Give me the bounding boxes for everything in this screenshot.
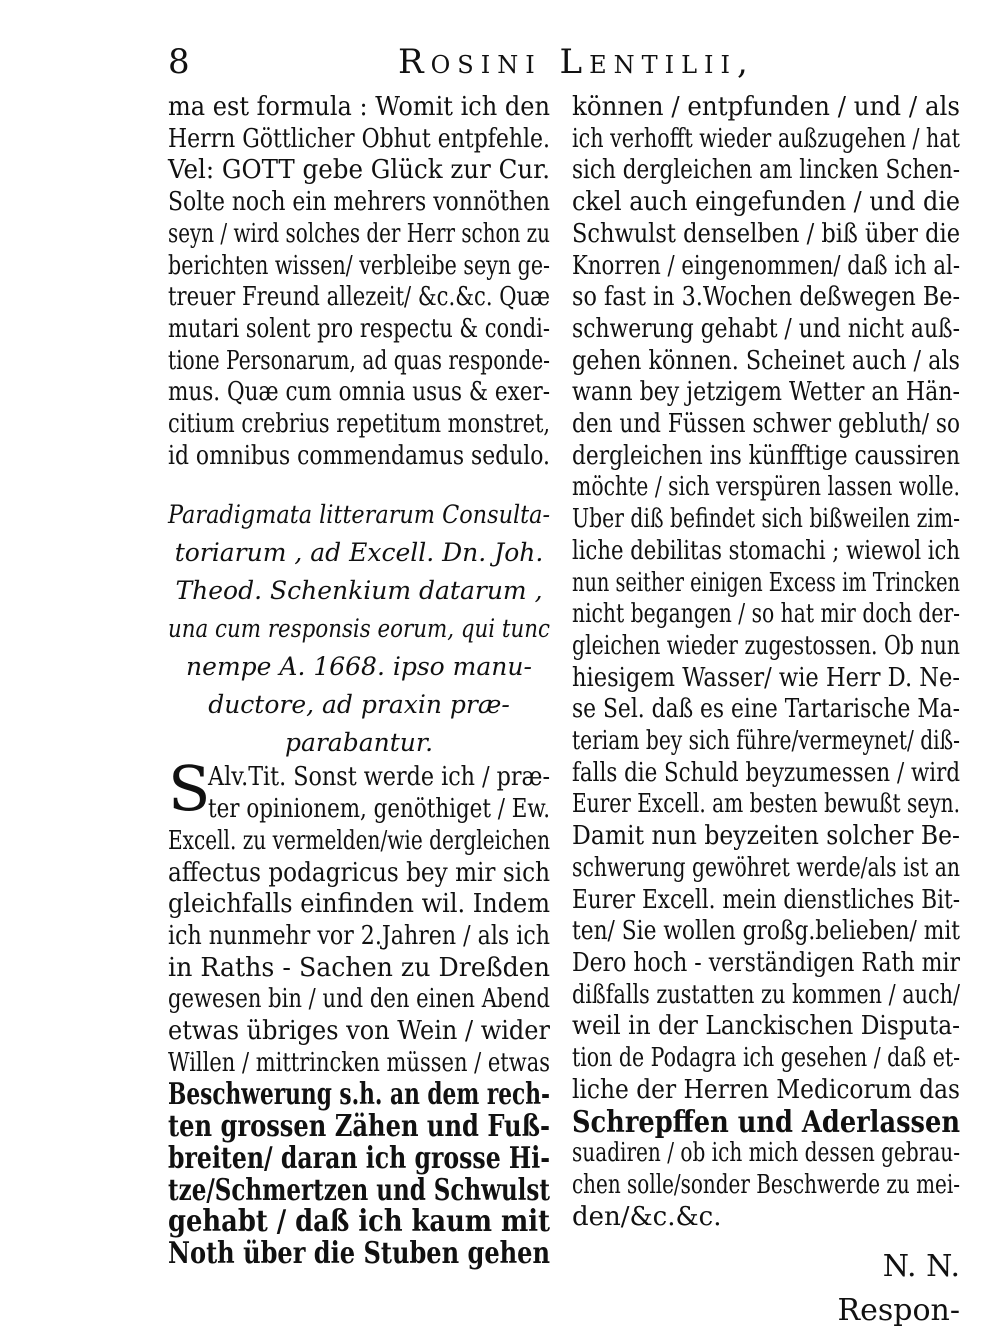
text-line: tze/Schmertzen und Schwulst — [168, 1172, 550, 1208]
letter-body — [168, 752, 550, 1271]
text-line: Schrepffen und Aderlassen — [572, 1104, 960, 1140]
text-line: gleichfalls einfinden wil. Indem — [168, 889, 550, 920]
text-line: den/&c.&c. — [572, 1201, 722, 1232]
text-line: id omnibus commendamus sedulo. — [168, 440, 550, 471]
heading-line: nempe A. 1668. ipso manu- — [186, 652, 532, 682]
text-line: ma est formula : Womit ich den — [168, 92, 550, 122]
text-line: mus. Quæ cum omnia usus & exer- — [168, 377, 550, 408]
text-line: tion de Podagra ich gesehen / daß et- — [572, 1043, 960, 1074]
page-number: 8 — [168, 42, 190, 82]
text-line: Damit nun beyzeiten solcher Be- — [572, 821, 960, 852]
text-line: schwerung gewöhret werde/als ist an — [572, 852, 960, 883]
text-line: teriam bey sich führe/vermeynet/ diß- — [572, 726, 960, 757]
text-line: den und Füssen schwer gebluth/ so — [572, 409, 960, 440]
text-line: Solte noch ein mehrers vonnöthen — [168, 187, 550, 218]
drop-cap: S — [168, 752, 211, 826]
text-line: treuer Freund allezeit/ &c.&c. Quæ — [168, 282, 550, 313]
text-line: falls die Schuld beyzumessen / wird — [572, 757, 960, 788]
text-line: suadiren / ob ich mich dessen gebrau- — [572, 1138, 960, 1169]
text-line: gehabt / daß ich kaum mit — [168, 1204, 550, 1240]
text-line: breiten/ daran ich grosse Hi- — [168, 1140, 550, 1176]
text-line: möchte / sich verspüren lassen wolle. — [572, 472, 960, 503]
text-line: gehen können. Scheinet auch / als — [572, 345, 960, 376]
text-line: weil in der Lanckischen Disputa- — [572, 1011, 960, 1042]
text-line: schwerung gehabt / und nicht auß- — [572, 313, 960, 344]
text-line: berichten wissen/ verbleibe seyn ge- — [168, 250, 550, 281]
heading-line: Theod. Schenkium datarum , — [175, 576, 543, 606]
text-line: in Raths - Sachen zu Dreßden — [168, 952, 550, 983]
text-line: können / entpfunden / und / als — [572, 92, 960, 122]
text-line: hiesigem Wasser/ wie Herr D. Ne- — [572, 662, 960, 693]
text-line: Alv.Tit. Sonst werde ich / præ- — [208, 762, 550, 793]
text-line: etwas übriges von Wein / wider — [168, 1016, 550, 1047]
text-line: ich nunmehr vor 2.Jahren / als ich — [168, 920, 550, 951]
text-line: gleichen wieder zugestossen. Ob nun — [572, 630, 960, 661]
section-heading — [168, 496, 550, 762]
right-column — [572, 92, 960, 1327]
text-line: sich dergleichen am lincken Schen- — [572, 155, 960, 186]
text-line: ten grossen Zähen und Fuß- — [168, 1109, 550, 1145]
text-line: dergleichen ins künfftige caussiren — [572, 440, 960, 471]
text-line: seyn / wird solches der Herr schon zu — [168, 218, 550, 249]
text-line: Eurer Excell. am besten bewußt seyn. — [572, 789, 960, 820]
heading-line: Paradigmata litterarum Consulta- — [168, 500, 550, 530]
text-line: nicht begangen / so hat mir doch der- — [572, 599, 960, 630]
running-head: Rosini Lentilii, — [398, 42, 755, 82]
text-line: tione Personarum, ad quas responde- — [168, 345, 550, 376]
text-line: ter opinionem, genöthiget / Ew. — [208, 794, 550, 825]
text-line: chen solle/sonder Beschwerde zu mei- — [572, 1169, 960, 1200]
text-line: Excell. zu vermelden/wie dergleichen — [168, 825, 550, 856]
latin-paragraph — [168, 92, 550, 472]
text-line: citium crebrius repetitum monstret, — [168, 409, 550, 440]
heading-line: parabantur. — [284, 728, 434, 758]
text-line: affectus podagricus bey mir sich — [168, 857, 550, 888]
text-line: so fast in 3.Wochen deßwegen Be- — [572, 282, 960, 313]
heading-line: ductore, ad praxin præ- — [208, 690, 510, 720]
text-line: mutari solent pro respectu & condi- — [168, 313, 550, 344]
text-line: gewesen bin / und den einen Abend — [168, 984, 550, 1015]
text-line: ich verhofft wieder außzugehen / hat — [572, 123, 960, 154]
text-line: se Sel. daß es eine Tartarische Ma- — [572, 694, 960, 725]
text-line: Dero hoch - verständigen Rath mir — [572, 947, 960, 978]
text-line: nun seither einigen Excess im Trincken — [572, 567, 960, 598]
text-line: Herrn Göttlicher Obhut entpfehle. — [168, 123, 550, 154]
text-line: Knorren / eingenommen/ daß ich al- — [572, 250, 960, 281]
page-header — [168, 40, 958, 90]
catchword: Respon- — [837, 1293, 960, 1328]
heading-line: toriarum , ad Excell. Dn. Joh. — [174, 538, 544, 568]
text-line: liche debilitas stomachi ; wiewol ich — [572, 535, 960, 566]
text-line: ten/ Sie wollen großg.belieben/ mit — [572, 916, 960, 947]
text-line: Willen / mittrincken müssen / etwas — [168, 1047, 550, 1078]
text-line: Noth über die Stuben gehen — [168, 1235, 550, 1271]
text-line: wann bey jetzigem Wetter an Hän- — [572, 377, 960, 408]
text-line: Schwulst denselben / biß über die — [572, 218, 960, 249]
text-line: Uber diß befindet sich bißweilen zim- — [572, 504, 960, 535]
signature: N. N. — [882, 1249, 960, 1285]
text-line: Eurer Excell. mein dienstliches Bit- — [572, 884, 960, 915]
heading-line: una cum responsis eorum, qui tunc — [168, 614, 550, 644]
text-line: Vel: GOTT gebe Glück zur Cur. — [168, 155, 550, 186]
left-column — [168, 92, 550, 1270]
text-line: liche der Herren Medicorum das — [572, 1074, 960, 1105]
text-line: Beschwerung s.h. an dem rech- — [168, 1077, 550, 1113]
text-line: dißfalls zustatten zu kommen / auch/ — [572, 979, 960, 1010]
text-line: ckel auch eingefunden / und die — [572, 187, 960, 218]
